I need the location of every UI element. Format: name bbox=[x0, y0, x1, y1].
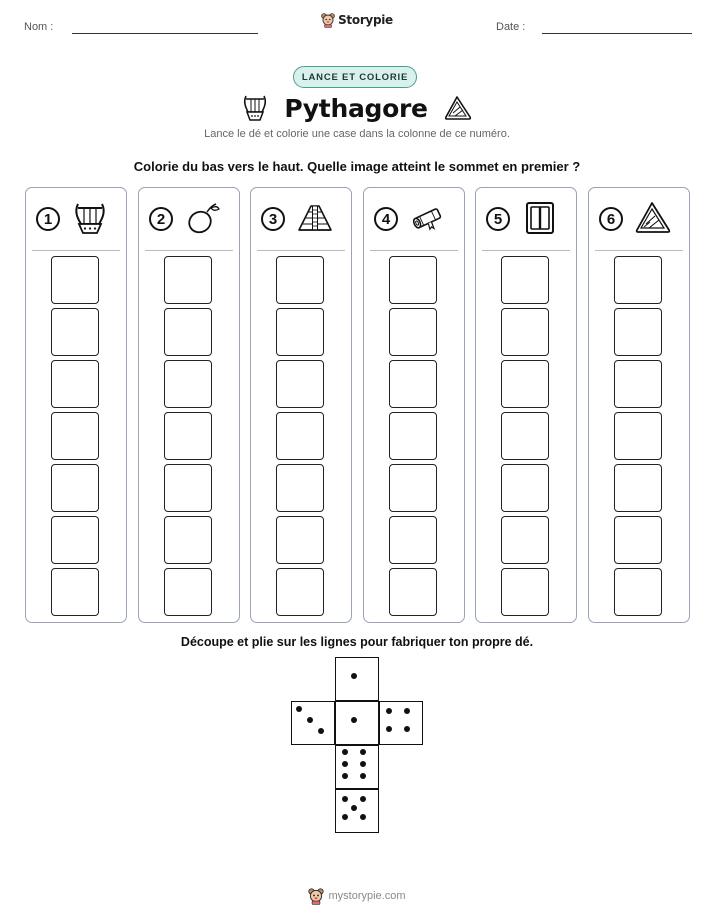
title-row bbox=[0, 90, 714, 126]
column-1 bbox=[25, 187, 127, 623]
triangle-icon bbox=[444, 95, 472, 121]
color-cell[interactable] bbox=[51, 308, 99, 356]
column-5 bbox=[475, 187, 577, 623]
die-pip bbox=[342, 796, 348, 802]
column-divider bbox=[145, 250, 233, 251]
color-cell[interactable] bbox=[276, 308, 324, 356]
page-subtitle: Lance le dé et colorie une case dans la colonne de ce numéro. bbox=[204, 128, 510, 140]
color-cell[interactable] bbox=[276, 412, 324, 460]
column-divider bbox=[257, 250, 345, 251]
color-cell[interactable] bbox=[501, 308, 549, 356]
column-header bbox=[364, 188, 464, 250]
column-header bbox=[139, 188, 239, 250]
storypie-mascot-icon bbox=[308, 887, 324, 905]
die-face-bottom bbox=[335, 789, 379, 833]
die-pip bbox=[360, 761, 366, 767]
color-cell[interactable] bbox=[501, 516, 549, 564]
column-number: 4 bbox=[374, 207, 398, 231]
brand-name: Storypie bbox=[338, 13, 393, 27]
color-cell[interactable] bbox=[501, 568, 549, 616]
lyre-icon bbox=[242, 93, 268, 123]
column-header bbox=[589, 188, 689, 250]
storypie-mascot-icon bbox=[321, 12, 335, 28]
color-cell[interactable] bbox=[614, 568, 662, 616]
color-cell[interactable] bbox=[501, 256, 549, 304]
color-cell[interactable] bbox=[389, 256, 437, 304]
die-pip bbox=[404, 726, 410, 732]
die-pip bbox=[296, 706, 302, 712]
olive-icon bbox=[185, 200, 221, 236]
die-face-lower bbox=[335, 745, 379, 789]
color-cell[interactable] bbox=[614, 516, 662, 564]
die-pip bbox=[351, 717, 357, 723]
die-pip bbox=[342, 761, 348, 767]
die-pip bbox=[307, 717, 313, 723]
column-header bbox=[476, 188, 576, 250]
column-number: 5 bbox=[486, 207, 510, 231]
die-face-top bbox=[335, 657, 379, 701]
die-face-right bbox=[379, 701, 423, 745]
color-cell[interactable] bbox=[51, 464, 99, 512]
color-cell[interactable] bbox=[614, 412, 662, 460]
brand-logo bbox=[0, 12, 714, 33]
die-pip bbox=[351, 673, 357, 679]
die-pip bbox=[360, 749, 366, 755]
color-cell[interactable] bbox=[389, 360, 437, 408]
color-cell[interactable] bbox=[501, 464, 549, 512]
die-pip bbox=[351, 805, 357, 811]
die-pip bbox=[360, 814, 366, 820]
column-number: 3 bbox=[261, 207, 285, 231]
die-pip bbox=[386, 708, 392, 714]
pyramid-icon bbox=[297, 200, 333, 236]
color-cell[interactable] bbox=[614, 308, 662, 356]
activity-badge: LANCE ET COLORIE bbox=[293, 66, 417, 88]
color-cell[interactable] bbox=[51, 568, 99, 616]
color-cell[interactable] bbox=[501, 360, 549, 408]
color-cell[interactable] bbox=[164, 464, 212, 512]
die-pip bbox=[342, 814, 348, 820]
color-cell[interactable] bbox=[614, 360, 662, 408]
column-divider bbox=[370, 250, 458, 251]
column-header bbox=[26, 188, 126, 250]
column-2 bbox=[138, 187, 240, 623]
page-title: Pythagore bbox=[284, 93, 428, 123]
color-cell[interactable] bbox=[389, 464, 437, 512]
color-cell[interactable] bbox=[276, 568, 324, 616]
color-cell[interactable] bbox=[164, 568, 212, 616]
column-6 bbox=[588, 187, 690, 623]
column-number: 6 bbox=[599, 207, 623, 231]
column-3 bbox=[250, 187, 352, 623]
color-cell[interactable] bbox=[51, 516, 99, 564]
die-pip bbox=[318, 728, 324, 734]
color-cell[interactable] bbox=[164, 516, 212, 564]
color-cell[interactable] bbox=[276, 464, 324, 512]
date-label: Date : bbox=[496, 21, 526, 33]
column-number: 2 bbox=[149, 207, 173, 231]
die-pip bbox=[342, 749, 348, 755]
footer-url: mystorypie.com bbox=[328, 890, 406, 902]
color-cell[interactable] bbox=[164, 412, 212, 460]
triangle-icon bbox=[635, 200, 671, 236]
color-cell[interactable] bbox=[164, 360, 212, 408]
color-cell[interactable] bbox=[276, 360, 324, 408]
color-cell[interactable] bbox=[389, 412, 437, 460]
date-line bbox=[542, 33, 692, 34]
scroll-icon bbox=[410, 200, 446, 236]
die-pip bbox=[342, 773, 348, 779]
column-header bbox=[251, 188, 351, 250]
color-cell[interactable] bbox=[164, 308, 212, 356]
footer bbox=[0, 887, 714, 905]
column-4 bbox=[363, 187, 465, 623]
color-cell[interactable] bbox=[276, 516, 324, 564]
name-label: Nom : bbox=[24, 21, 54, 33]
color-cell[interactable] bbox=[614, 464, 662, 512]
color-cell[interactable] bbox=[389, 308, 437, 356]
column-divider bbox=[595, 250, 683, 251]
color-cell[interactable] bbox=[614, 256, 662, 304]
color-cell[interactable] bbox=[389, 568, 437, 616]
lyre-icon bbox=[72, 200, 108, 236]
die-pip bbox=[386, 726, 392, 732]
name-line bbox=[72, 33, 258, 34]
color-cell[interactable] bbox=[51, 360, 99, 408]
color-cell[interactable] bbox=[276, 256, 324, 304]
color-cell[interactable] bbox=[389, 516, 437, 564]
door-icon bbox=[522, 200, 558, 236]
color-cell[interactable] bbox=[501, 412, 549, 460]
die-pip bbox=[404, 708, 410, 714]
die-face-left bbox=[291, 701, 335, 745]
column-number: 1 bbox=[36, 207, 60, 231]
die-pip bbox=[360, 773, 366, 779]
die-face-center bbox=[335, 701, 379, 745]
column-divider bbox=[32, 250, 120, 251]
cut-instruction: Découpe et plie sur les lignes pour fabriquer ton propre dé. bbox=[180, 635, 534, 649]
column-divider bbox=[482, 250, 570, 251]
color-cell[interactable] bbox=[51, 412, 99, 460]
color-cell[interactable] bbox=[164, 256, 212, 304]
coloring-instruction: Colorie du bas vers le haut. Quelle image atteint le sommet en premier ? bbox=[133, 159, 581, 174]
die-pip bbox=[360, 796, 366, 802]
color-cell[interactable] bbox=[51, 256, 99, 304]
